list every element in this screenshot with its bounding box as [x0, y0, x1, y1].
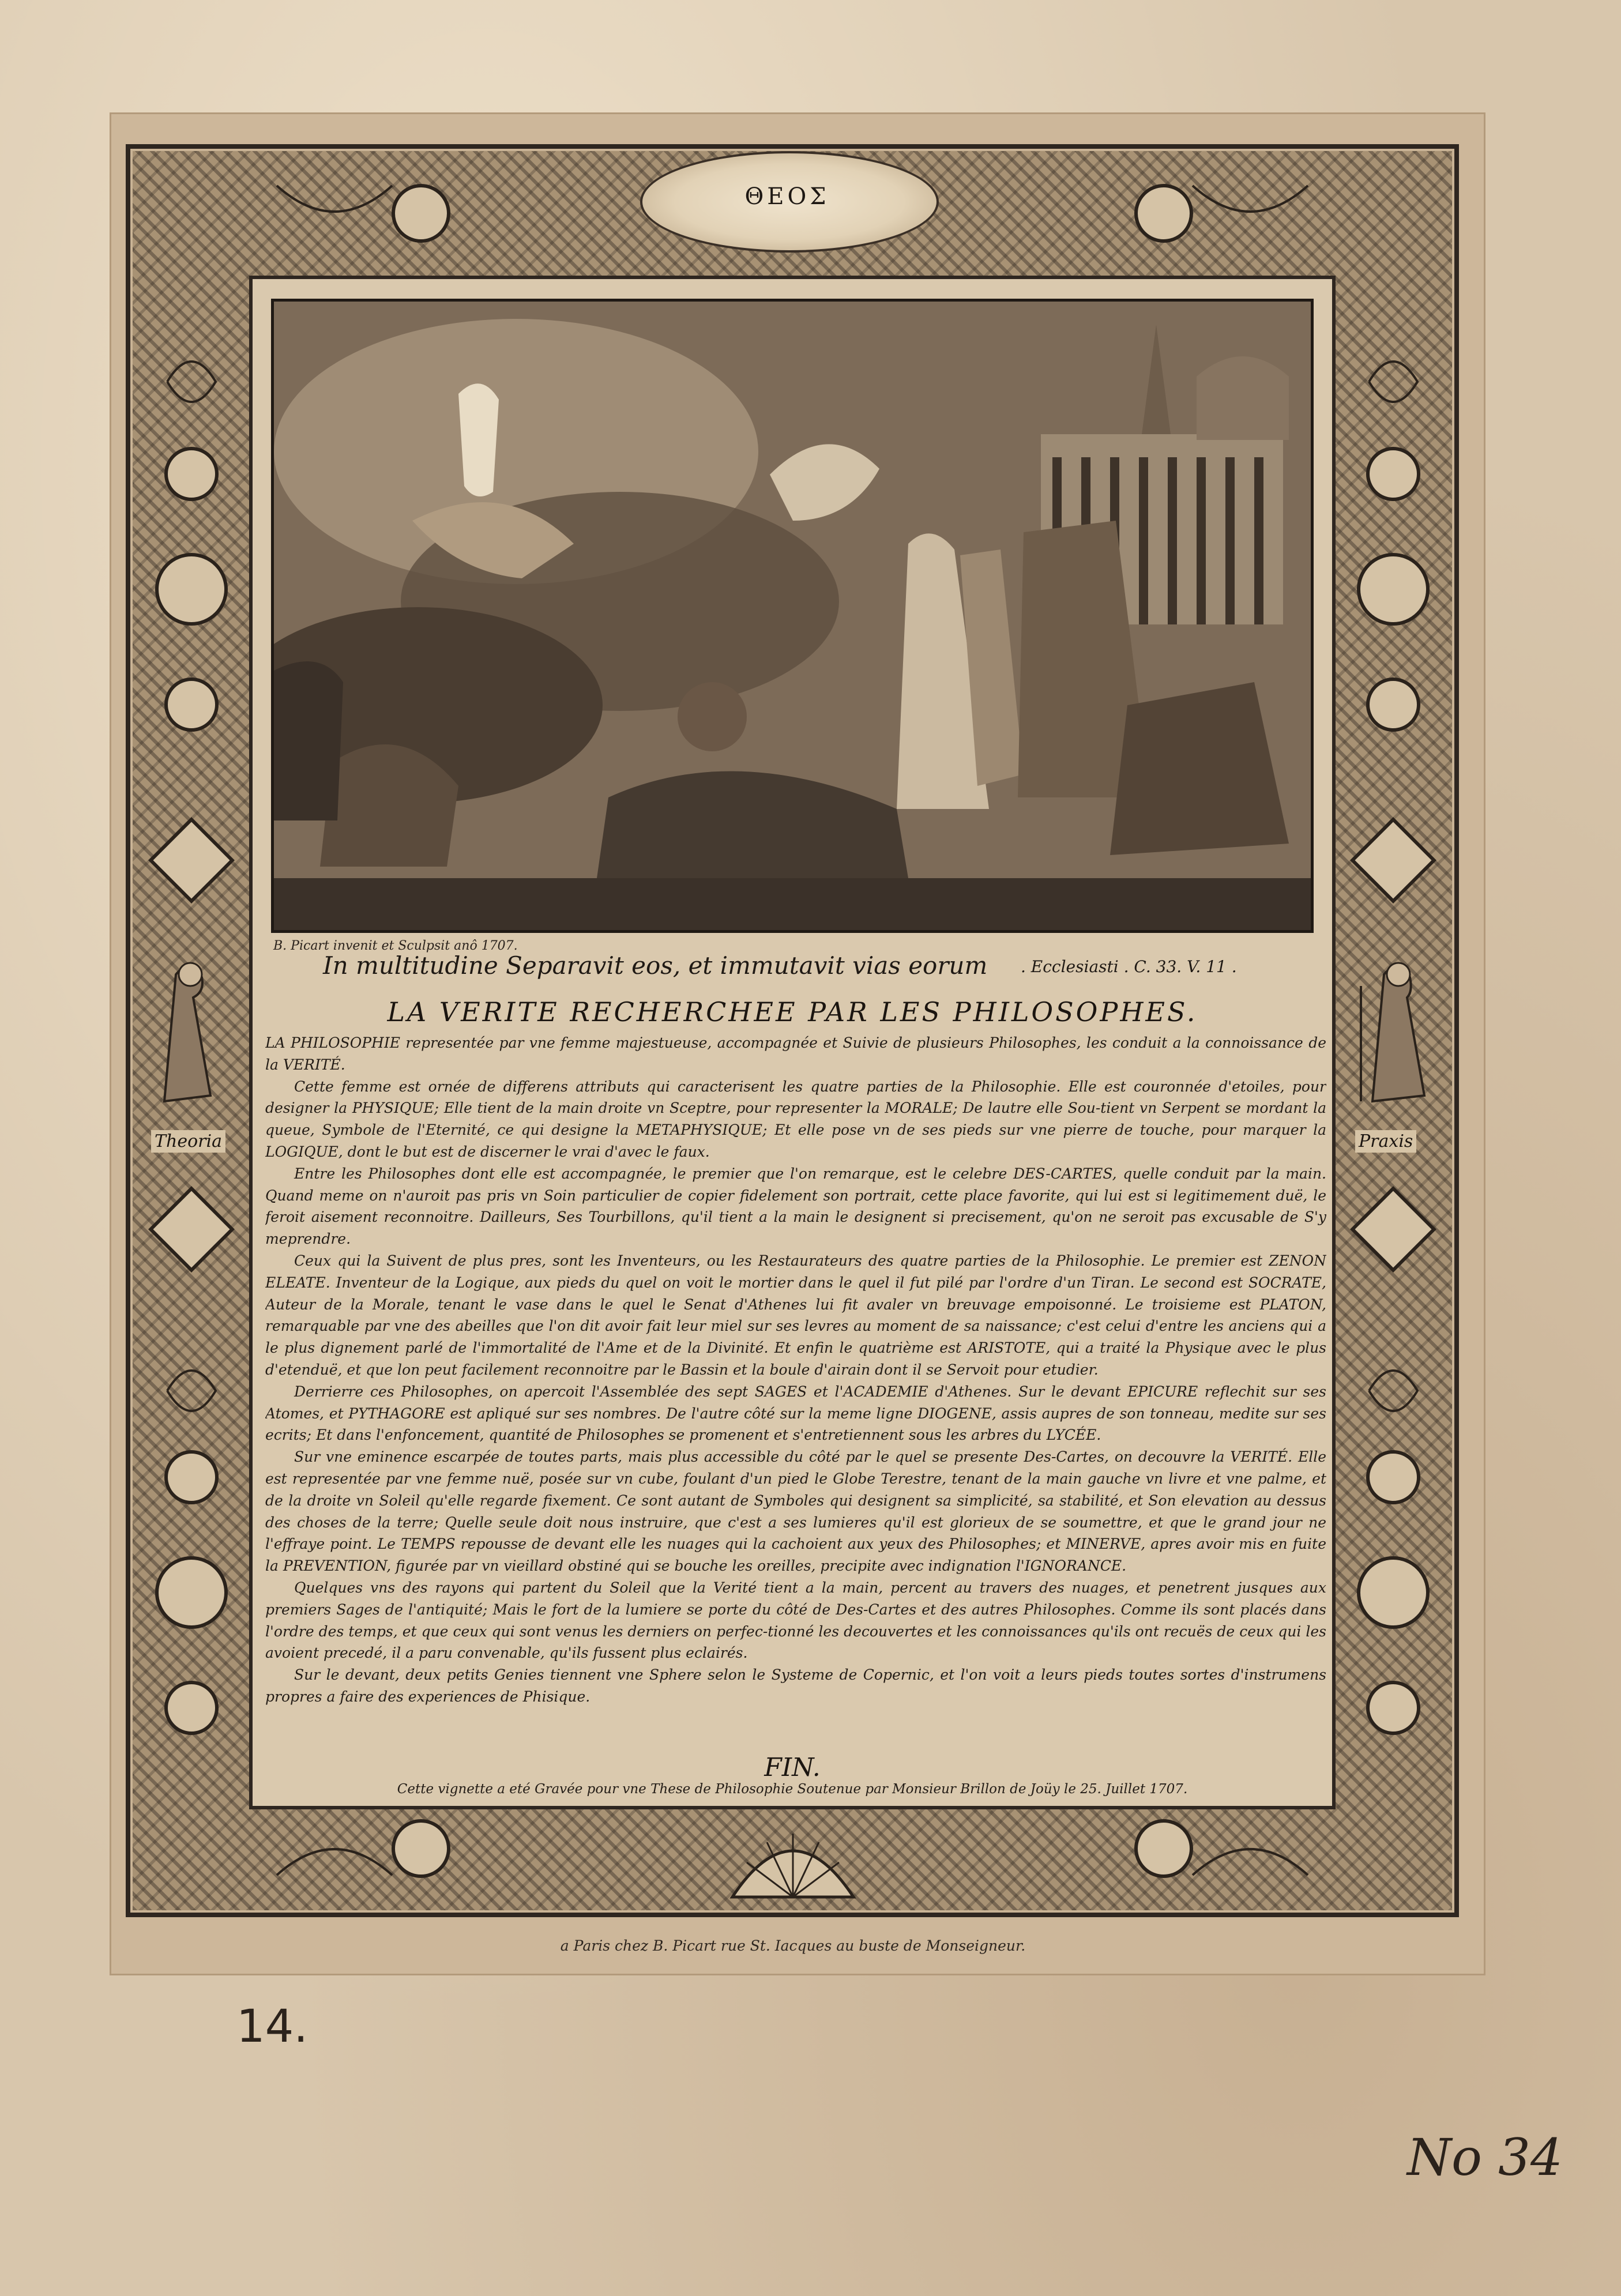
paragraph: LA PHILOSOPHIE representée par vne femme majestueuse, accompagnée et Suivie de plusieurs Philosophes, les conduit a la connoissance de la VERITÉ.	[265, 1034, 1326, 1073]
praxis-figure	[1344, 951, 1447, 1124]
latin-motto: In multitudine Separavit eos, et immutavit vias eorum	[323, 951, 988, 980]
handwritten-number-left: 14.	[236, 2001, 309, 2053]
fin-mark: FIN.	[764, 1753, 821, 1782]
paragraph: Sur le devant, deux petits Genies tiennent vne Sphere selon le Systeme de Copernic, et l'on voit a leurs pieds toutes sortes d'instrumens propres a faire des experiences de Phisique.	[265, 1666, 1326, 1705]
paragraph: Sur vne eminence escarpée de toutes parts, mais plus accessible du côté par le quel se presente Des-Cartes, on decouvre la VERITÉ. Elle est representée par vne femme nuë, posée sur vn cube, foulant d'un pied le Globe Terestre, tenant de la main gauche vn livre et vne palme, et de la droite vn Soleil qu'elle regarde fixement. Ce sont autant de Symboles qui designent sa simplicité, sa stabilité, et Son elevation au dessus des choses de la terre; Quelle seule doit nous instruire, que c'est a ses lumieres qu'il est glorieux de se soumettre, et que le grand jour ne l'effraye point. Le TEMPS repousse de devant elle les nuages qui la cachoient aux yeux des Philosophes; et MINERVE, apres avoir mis en fuite la PREVENTION, figurée par vn vieillard obstiné qui se bouche les oreilles, precipite avec indignation l'IGNORANCE.	[265, 1448, 1326, 1575]
paragraph: Ceux qui la Suivent de plus pres, sont les Inventeurs, ou les Restaurateurs des quatre parties de la Philosophie. Le premier est ZENON ELEATE. Inventeur de la Logique, aux pieds du quel on voit le mortier dans le quel il fut pilé par l'ordre d'un Tiran. Le second est SOCRATE, Auteur de la Morale, tenant le vase dans le quel le Senat d'Athenes lui fit avaler vn breuvage empoisonné. Le troisieme est PLATON, remarquable par vne des abeilles que l'on dit avoir fait leur miel sur ses levres au moment de sa naissance; c'est celui d'entre les anciens qui a le plus dignement parlé de l'immortalité de l'Ame et de la Divinité. Et enfin le quatrième est ARISTOTE, qui a traité la Physique avec le plus d'etenduë, et que lon peut facilement reconnoitre par le Bassin et la boule d'airain dont il se Servoit pour etudier.	[265, 1252, 1326, 1378]
engraver-credit: B. Picart invenit et Sculpsit anô 1707.	[273, 939, 518, 953]
cloud-inscription: ΘΕΟΣ	[744, 183, 830, 210]
page-title: LA VERITE RECHERCHEE PAR LES PHILOSOPHES.	[387, 996, 1198, 1027]
paragraph: Entre les Philosophes dont elle est accompagnée, le premier que l'on remarque, est le celebre DES-CARTES, quelle conduit par la main. Quand meme on n'auroit pas pris vn Soin particulier de copier fidelement son portrait, cette place favorite, qui lui est si legitimement duë, le feroit aisement reconnoitre. Dailleurs, Ses Tourbillons, qu'il tient a la main le designent si precisement, qu'on ne seroit pas excusable de S'y meprendre.	[265, 1165, 1326, 1248]
theoria-label: Theoria	[151, 1130, 225, 1153]
handwritten-number-right: No 34	[1407, 2128, 1563, 2187]
description-text	[265, 1032, 1326, 1730]
publisher-line: a Paris chez B. Picart rue St. Iacques au buste de Monseigneur.	[560, 1937, 1026, 1954]
praxis-label: Praxis	[1355, 1130, 1416, 1153]
paragraph: Derrierre ces Philosophes, on apercoit l'Assemblée des sept SAGES et l'ACADEMIE d'Athenes. Sur le devant EPICURE reflechit sur ses Atomes, et PYTHAGORE est apliqué sur ses nombres. De l'autre côté sur la meme ligne DIOGENE, assis aupres de son tonneau, medite sur ses ecrits; Et dans l'enfoncement, quantité de Philosophes se promenent et s'entretiennent sous les arbres du LYCÉE.	[265, 1383, 1326, 1444]
motto-reference: . Ecclesiasti . C. 33. V. 11 .	[1021, 957, 1237, 976]
paragraph: Cette femme est ornée de differens attributs qui caracterisent les quatre parties de la Philosophie. Elle est couronnée d'etoiles, pour designer la PHYSIQUE; Elle tient de la main droite vn Sceptre, pour representer la MORALE; De lautre elle Sou-tient vn Serpent se mordant la queue, Symbole de l'Eternité, ce qui designe la METAPHYSIQUE; Et elle pose vn de ses pieds sur vne pierre de touche, pour marquer la LOGIQUE, dont le but est de discerner le vrai d'avec le faux.	[265, 1078, 1326, 1160]
theoria-figure	[136, 951, 239, 1124]
engraving-scene	[271, 299, 1314, 933]
paragraph: Quelques vns des rayons qui partent du Soleil que la Verité tient a la main, percent au travers des nuages, et penetrent jusques aux premiers Sages de l'antiquité; Mais le fort de la lumiere se porte du côté de Des-Cartes et des autres Philosophes. Comme ils sont placés dans l'ordre des temps, et que ceux qui sont venus les derniers on perfec-tionné les decouvertes et les connoissances qu'ils ont recuës de ceux qui les avoient precedé, il a paru convenable, qu'ils fussent plus eclairés.	[265, 1579, 1326, 1662]
shell-ornament	[721, 1816, 865, 1909]
thesis-note: Cette vignette a eté Gravée pour vne These de Philosophie Soutenue par Monsieur Brillon de Joüy le 25. Juillet 1707.	[397, 1782, 1188, 1797]
